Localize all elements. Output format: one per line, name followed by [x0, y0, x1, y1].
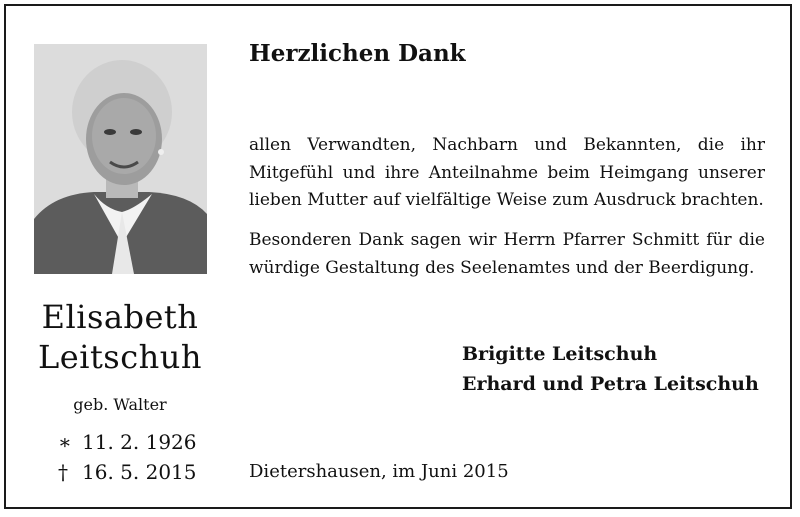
birth-star-icon: ∗	[58, 430, 72, 454]
maiden-name: geb. Walter	[73, 395, 167, 414]
portrait-illustration	[34, 44, 207, 274]
death-cross-icon: †	[58, 460, 68, 484]
birth-line	[58, 430, 197, 454]
death-line	[58, 460, 197, 484]
special-thanks-paragraph: Besonderen Dank sagen wir Herrn Pfarrer Schmitt für die würdige Gestaltung des Seelenamtes und der Beerdigung.	[249, 230, 765, 278]
place-and-date: Dietershausen, im Juni 2015	[249, 461, 509, 482]
deceased-last-name: Leitschuh	[38, 338, 202, 376]
notice-title: Herzlichen Dank	[249, 40, 466, 67]
birth-date: 11. 2. 1926	[82, 430, 197, 454]
thanks-paragraph: allen Verwandten, Nachbarn und Bekannten, die ihr Mitgefühl und ihre Anteilnahme beim Heimgang unserer lieben Mutter auf vielfältige Weise zum Ausdruck brachten.	[249, 135, 765, 210]
portrait-photo	[34, 44, 207, 274]
death-date: 16. 5. 2015	[82, 460, 197, 484]
signatory: Erhard und Petra Leitschuh	[462, 373, 759, 395]
deceased-first-name: Elisabeth	[41, 298, 199, 336]
obituary-card	[4, 4, 792, 509]
signatory: Brigitte Leitschuh	[462, 343, 658, 365]
